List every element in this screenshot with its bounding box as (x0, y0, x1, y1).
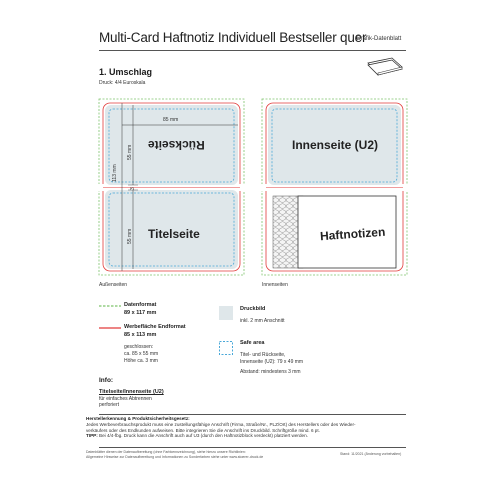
footer-stand: Stand: 11/2021 (Änderung vorbehalten) (340, 452, 402, 456)
inner-panel (258, 95, 413, 282)
inner-caption: Innenseiten (262, 282, 288, 288)
werbeflaeche-size: 85 x 113 mm (124, 332, 157, 338)
safe-area-line2: Innenseite (U2): 79 x 49 mm (240, 359, 304, 365)
safe-area-swatch (219, 341, 233, 355)
tipp-text: Bei 4/4-fbg. Druck kann die Anschrift auch auf U3 (durch den Haftnotizblock verdeckt) platziert werden. (99, 433, 308, 439)
abstand-label: Abstand: mindestens 3 mm (240, 369, 301, 375)
titelseite-label: Titelseite (148, 227, 200, 241)
druckbild-swatch (219, 306, 233, 320)
bottom-card-dimension: 55 mm (127, 228, 133, 244)
info-line3: perforiert (99, 402, 120, 408)
outer-caption: Außenseiten (99, 282, 128, 288)
top-card-dimension: 55 mm (127, 144, 133, 160)
footer-divider-bottom (99, 447, 406, 448)
footer-divider-top (99, 414, 406, 415)
geschlossen-size: ca. 85 x 55 mm (124, 351, 159, 357)
height-dimension: 113 mm (112, 164, 118, 182)
werbeflaeche-title: Werbefläche Endformat (124, 324, 186, 330)
footer-heading: Herstellerkennung & Produktsicherheitsgesetz: (86, 416, 190, 421)
safe-area-line1: Titel- und Rückseite, (240, 352, 286, 358)
datenformat-size: 89 x 117 mm (124, 310, 157, 316)
innenseite-label: Innenseite (U2) (292, 138, 379, 152)
width-dimension: 85 mm (163, 117, 179, 123)
footer-small2: Allgemeine Hinweise zur Datenaufbereitung und Informationen zu Sonderfarben siehe unter www.stoerer-druck.de (86, 455, 264, 459)
druck-info: Druck: 4/4 Euroskala (99, 80, 146, 86)
product-icon (364, 55, 404, 77)
datenformat-title: Datenformat (124, 302, 157, 308)
section-title: 1. Umschlag (99, 67, 153, 77)
footer-line2: verkäufers oder des Endkunden aufweisen. Bitte integrieren Sie die Anschrift ins Druckbild. Schriftgröße mind. 6 pt. (86, 427, 320, 433)
druckbild-title: Druckbild (240, 306, 266, 312)
footer-small1: Datenblätter dienen der Datenaufbereitung (ohne Farbkennzeichnung), siehe hierzu unsere Richtlinien: (86, 450, 246, 454)
tipp-label: TIPP: (86, 433, 98, 439)
footer-tipp (86, 433, 419, 439)
header-divider (99, 50, 406, 51)
datenformat-swatch (99, 304, 121, 308)
info-title: Info: (99, 377, 114, 384)
footer-line1: Jedes Werbeverbrauchsprodukt muss eine zustellungsfähige Anschrift (Firma, Straße/Nr., PLZ/Ort) des Herstellers oder des Wieder- (86, 421, 356, 427)
druckbild-sub: inkl. 2 mm Anschnitt (240, 318, 285, 324)
werbeflaeche-swatch (99, 326, 121, 330)
haftnotizen-label: Haftnotizen (319, 224, 386, 244)
footer-block (86, 416, 419, 439)
page-title: Multi-Card Haftnotiz Individuell Bestseller quer (99, 30, 367, 45)
page-subtitle: Grafik-Datenblatt (356, 36, 402, 42)
info-line2: für einfaches Abtrennen (99, 396, 152, 402)
gap-dimension: 3 (130, 187, 136, 190)
info-line1: Titelseite/Innenseite (U2) (99, 389, 164, 395)
rueckseite-label: Rückseite (148, 138, 205, 152)
hoehe-label: Höhe ca. 3 mm (124, 358, 158, 364)
safe-area-title: Safe area (240, 340, 265, 346)
geschlossen-label: geschlossen: (124, 344, 154, 350)
